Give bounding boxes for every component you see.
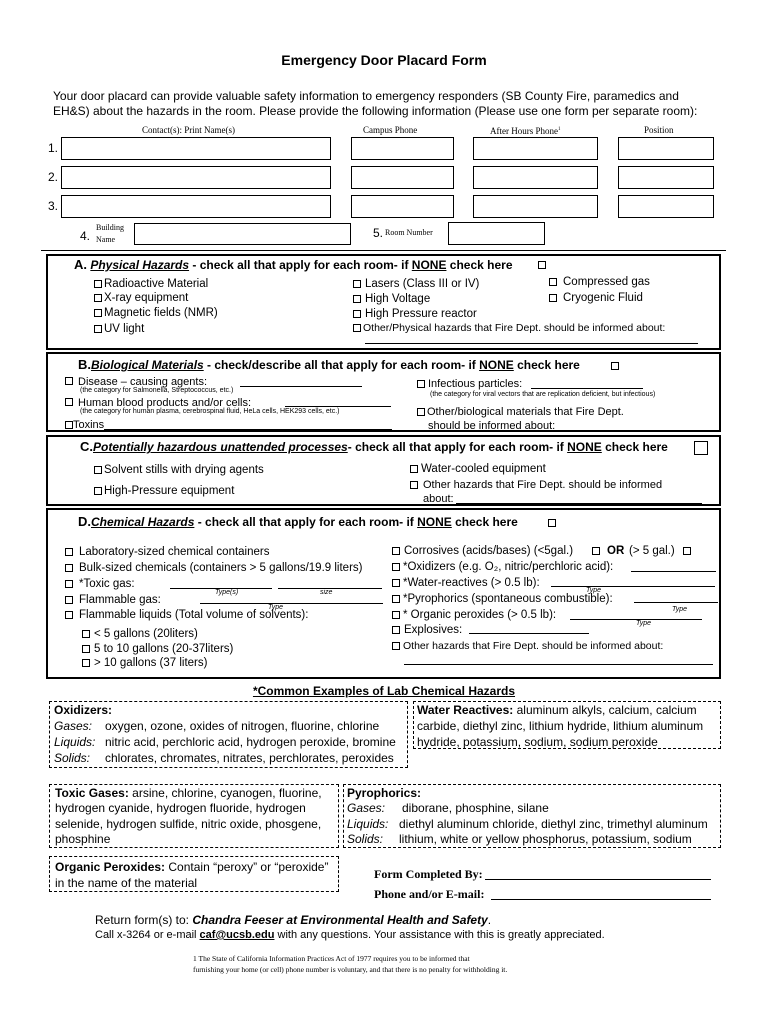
toxic-gas-type-caption: Type(s): [215, 589, 239, 596]
lab-containers-label: Laboratory-sized chemical containers: [79, 546, 270, 558]
other-bio-label-2: should be informed about:: [428, 420, 556, 432]
compressed-gas-checkbox[interactable]: [549, 278, 557, 286]
completed-by-label: Form Completed By:: [374, 867, 483, 881]
radioactive-checkbox[interactable]: [94, 280, 102, 288]
email-link[interactable]: caf@ucsb.edu: [199, 929, 275, 941]
explosives-checkbox[interactable]: [392, 626, 400, 634]
building-name-field[interactable]: [134, 223, 351, 245]
toxic-gases-example-line-4: phosphine: [55, 832, 111, 846]
high-pressure-checkbox[interactable]: [94, 487, 102, 495]
flammable-gas-label: Flammable gas:: [79, 594, 161, 606]
other-process-line[interactable]: [456, 503, 702, 504]
footnote-line-2: furnishing your home (or cell) phone number is voluntary, and that there is no penalty for withholding it.: [193, 965, 508, 974]
position-field-2[interactable]: [618, 166, 714, 189]
room-number-label: Room Number: [385, 228, 433, 237]
solvent-stills-label: Solvent stills with drying agents: [104, 464, 264, 476]
disease-label: Disease – causing agents:: [78, 376, 208, 388]
contact-name-field-3[interactable]: [61, 195, 331, 218]
oxidizers-checkbox[interactable]: [392, 563, 400, 571]
completed-by-line[interactable]: [485, 879, 711, 880]
phone-email-line[interactable]: [491, 899, 711, 900]
toxic-gases-example-line-3: selenide, hydrogen sulfide, nitric oxide, phosgene,: [55, 817, 322, 831]
blood-checkbox[interactable]: [65, 398, 73, 406]
pyrophorics-solids-text: lithium, white or yellow phosphorus, potassium, sodium: [399, 832, 692, 846]
return-line: Return form(s) to: Chandra Feeser at Environmental Health and Safety.: [95, 913, 492, 927]
pyrophorics-liquids-text: diethyl aluminum chloride, diethyl zinc, trimethyl aluminum: [399, 817, 708, 831]
xray-checkbox[interactable]: [94, 294, 102, 302]
row-number-3: 3.: [48, 199, 59, 213]
infectious-label: Infectious particles:: [428, 378, 523, 390]
position-field-1[interactable]: [618, 137, 714, 160]
oxidizers-gases-label: Gases:: [54, 719, 93, 733]
water-reactives-example-line-1: Water Reactives: aluminum alkyls, calcium, calcium: [417, 703, 697, 717]
oxidizers-solids-text: chlorates, chromates, nitrates, perchlorates, peroxides: [105, 751, 394, 765]
infectious-line[interactable]: [531, 388, 643, 389]
after-hours-phone-field-1[interactable]: [473, 137, 598, 160]
oxidizers-gases-text: oxygen, ozone, oxides of nitrogen, fluorine, chlorine: [105, 719, 380, 733]
other-chemical-label: Other hazards that Fire Dept. should be informed about:: [403, 640, 664, 652]
room-number-index: 5.: [373, 226, 384, 240]
campus-phone-field-2[interactable]: [351, 166, 454, 189]
corrosives-or: OR: [607, 545, 625, 557]
contact-name-field-1[interactable]: [61, 137, 331, 160]
lab-containers-checkbox[interactable]: [65, 548, 73, 556]
infectious-checkbox[interactable]: [417, 380, 425, 388]
toxic-gases-example-line-2: hydrogen cyanide, hydrogen fluoride, hydrogen: [55, 801, 306, 815]
oxidizers-liquids-text: nitric acid, perchloric acid, hydrogen peroxide, bromine: [105, 735, 396, 749]
divider-line: [41, 250, 726, 251]
after-hours-header: After Hours Phone$^1$: [490, 126, 561, 136]
row-number-1: 1.: [48, 141, 59, 155]
other-chemical-checkbox[interactable]: [392, 642, 400, 650]
section-b-none-checkbox[interactable]: [611, 362, 619, 370]
other-process-label-1: Other hazards that Fire Dept. should be informed: [423, 479, 663, 491]
row-number-2: 2.: [48, 170, 59, 184]
lasers-label: Lasers (Class III or IV): [365, 278, 480, 290]
peroxides-example-line-2: in the name of the material: [55, 876, 198, 890]
flammable-liquids-label: Flammable liquids (Total volume of solvents):: [79, 609, 309, 621]
section-d-heading: D.Chemical Hazards - check all that apply for each room- if NONE check here: [78, 514, 518, 529]
other-process-checkbox[interactable]: [410, 481, 418, 489]
toxins-line[interactable]: [104, 429, 392, 430]
toxins-checkbox[interactable]: [65, 421, 73, 429]
page-title: Emergency Door Placard Form: [281, 52, 487, 68]
room-number-field[interactable]: [448, 222, 545, 245]
intro-line-2: EH&S) about the hazards in the room. Please provide the following information (Please use one form per separate room):: [53, 104, 698, 118]
volume-under-5-checkbox[interactable]: [82, 630, 90, 638]
magnetic-label: Magnetic fields (NMR): [104, 307, 218, 319]
volume-over-10-checkbox[interactable]: [82, 659, 90, 667]
pyrophorics-example-title: Pyrophorics:: [347, 786, 422, 800]
volume-5-10-label: 5 to 10 gallons (20-37liters): [94, 643, 234, 655]
oxidizers-solids-label: Solids:: [54, 751, 91, 765]
blood-label: Human blood products and/or cells:: [78, 397, 252, 409]
building-label-1: Building: [96, 223, 125, 232]
flammable-gas-type-caption: Type: [268, 604, 284, 611]
corrosives-large-label: (> 5 gal.): [629, 545, 675, 557]
call-line: Call x-3264 or e-mail caf@ucsb.edu with any questions. Your assistance with this is greatly appreciated.: [95, 929, 605, 941]
high-pressure-label: High-Pressure equipment: [104, 485, 235, 497]
compressed-gas-label: Compressed gas: [563, 276, 650, 288]
explosives-label: Explosives:: [404, 624, 463, 636]
magnetic-checkbox[interactable]: [94, 309, 102, 317]
other-physical-line[interactable]: [365, 343, 698, 344]
water-reactives-type-caption: Type: [586, 587, 602, 594]
organic-peroxides-checkbox[interactable]: [392, 611, 400, 619]
pyrophorics-line[interactable]: [634, 602, 718, 603]
water-reactives-example-line-3: hydride, potassium, sodium, sodium peroxide: [417, 735, 658, 749]
blood-note: (the category for human plasma, cerebrospinal fluid, HeLa cells, HEK293 cells, etc.): [80, 408, 340, 415]
oxidizers-label: *Oxidizers (e.g. O₂, nitric/perchloric acid):: [403, 561, 614, 573]
oxidizers-example-title: Oxidizers:: [54, 703, 113, 717]
toxic-gas-size-caption: size: [320, 589, 333, 596]
toxic-gas-checkbox[interactable]: [65, 580, 73, 588]
flammable-gas-checkbox[interactable]: [65, 596, 73, 604]
intro-line-1: Your door placard can provide valuable safety information to emergency responders (SB County Fire, paramedics and: [53, 89, 679, 103]
section-a-none-checkbox[interactable]: [538, 261, 546, 269]
flammable-gas-line[interactable]: [200, 603, 383, 604]
pyrophorics-gases-text: diborane, phosphine, silane: [402, 801, 549, 815]
bulk-chemicals-label: Bulk-sized chemicals (containers > 5 gallons/19.9 liters): [79, 562, 363, 574]
high-voltage-label: High Voltage: [365, 293, 431, 305]
pressure-reactor-checkbox[interactable]: [353, 310, 361, 318]
corrosives-small-tick-checkbox[interactable]: [592, 547, 600, 555]
toxic-gas-label: *Toxic gas:: [79, 578, 135, 590]
disease-line[interactable]: [240, 386, 362, 387]
water-cooled-checkbox[interactable]: [410, 465, 418, 473]
disease-checkbox[interactable]: [65, 377, 73, 385]
infectious-note: (the category for viral vectors that are replication deficient, but infectious): [430, 391, 656, 398]
pyrophorics-label: *Pyrophorics (spontaneous combustible):: [403, 593, 613, 605]
peroxides-type-caption: Type: [636, 620, 652, 627]
water-reactives-label: *Water-reactives (> 0.5 lb):: [403, 577, 540, 589]
cryogenic-label: Cryogenic Fluid: [563, 292, 643, 304]
water-reactives-checkbox[interactable]: [392, 579, 400, 587]
volume-over-10-label: > 10 gallons (37 liters): [94, 657, 208, 669]
xray-label: X-ray equipment: [104, 292, 189, 304]
building-number: 4.: [80, 229, 91, 243]
pyrophorics-solids-label: Solids:: [347, 832, 384, 846]
lasers-checkbox[interactable]: [353, 280, 361, 288]
phone-email-label: Phone and/or E-mail:: [374, 887, 485, 901]
section-b-heading: B.Biological Materials - check/describe all that apply for each room- if NONE check here: [78, 357, 580, 372]
water-reactives-line[interactable]: [551, 586, 715, 587]
oxidizers-line[interactable]: [631, 571, 716, 572]
campus-phone-field-1[interactable]: [351, 137, 454, 160]
other-physical-label: Other/Physical hazards that Fire Dept. should be informed about:: [363, 322, 666, 334]
bulk-chemicals-checkbox[interactable]: [65, 564, 73, 572]
organic-peroxides-label: * Organic peroxides (> 0.5 lb):: [403, 609, 557, 621]
uv-checkbox[interactable]: [94, 325, 102, 333]
disease-note: (the category for Salmonella, Streptococcus, etc.): [80, 387, 234, 394]
corrosives-large-checkbox[interactable]: [683, 547, 691, 555]
contact-name-field-2[interactable]: [61, 166, 331, 189]
other-bio-label-1: Other/biological materials that Fire Dept.: [427, 406, 624, 418]
pyrophorics-liquids-label: Liquids:: [347, 817, 389, 831]
cryogenic-checkbox[interactable]: [549, 294, 557, 302]
high-voltage-checkbox[interactable]: [353, 295, 361, 303]
water-cooled-label: Water-cooled equipment: [421, 463, 546, 475]
oxidizers-liquids-label: Liquids:: [54, 735, 96, 749]
pyrophorics-type-caption: Type: [672, 606, 688, 613]
blood-line[interactable]: [285, 406, 391, 407]
examples-heading: *Common Examples of Lab Chemical Hazards: [252, 684, 516, 698]
toxins-label: Toxins: [73, 419, 105, 431]
section-a-heading: A. Physical Hazards - check all that apply for each room- if NONE check here: [74, 257, 513, 272]
building-label-2: Name: [96, 235, 116, 244]
toxic-gases-example-line-1: Toxic Gases: arsine, chlorine, cyanogen, fluorine,: [55, 786, 322, 800]
volume-under-5-label: < 5 gallons (20liters): [94, 628, 198, 640]
radioactive-label: Radioactive Material: [104, 278, 209, 290]
other-process-label-2: about:: [423, 493, 454, 505]
water-reactives-example-line-2: carbide, diethyl zinc, lithium hydride, lithium aluminum: [417, 719, 704, 733]
flammable-liquids-checkbox[interactable]: [65, 611, 73, 619]
section-c-heading: C.Potentially hazardous unattended processes- check all that apply for each room- if NONE check here: [80, 439, 668, 454]
after-hours-phone-field-2[interactable]: [473, 166, 598, 189]
explosives-line[interactable]: [469, 633, 589, 634]
position-field-3[interactable]: [618, 195, 714, 218]
section-c-none-checkbox[interactable]: [694, 441, 708, 455]
pyrophorics-checkbox[interactable]: [392, 595, 400, 603]
contact-name-header: Contact(s): Print Name(s): [142, 125, 235, 135]
uv-label: UV light: [104, 323, 145, 335]
position-header: Position: [644, 125, 674, 135]
pyrophorics-gases-label: Gases:: [347, 801, 386, 815]
pressure-reactor-label: High Pressure reactor: [365, 308, 477, 320]
after-hours-phone-field-3[interactable]: [473, 195, 598, 218]
campus-phone-field-3[interactable]: [351, 195, 454, 218]
campus-phone-header: Campus Phone: [363, 125, 418, 135]
corrosives-label: Corrosives (acids/bases) (<5gal.): [404, 545, 574, 557]
section-d-none-checkbox[interactable]: [548, 519, 556, 527]
other-chemical-line[interactable]: [404, 664, 713, 665]
other-bio-line[interactable]: [553, 430, 703, 431]
solvent-stills-checkbox[interactable]: [94, 466, 102, 474]
other-bio-checkbox[interactable]: [417, 408, 425, 416]
other-physical-checkbox[interactable]: [353, 324, 361, 332]
footnote-line-1: 1 The State of California Information Practices Act of 1977 requires you to be informed that: [193, 954, 470, 963]
corrosives-small-checkbox[interactable]: [392, 547, 400, 555]
volume-5-10-checkbox[interactable]: [82, 645, 90, 653]
peroxides-example-line-1: Organic Peroxides: Contain “peroxy” or “peroxide”: [55, 860, 329, 874]
